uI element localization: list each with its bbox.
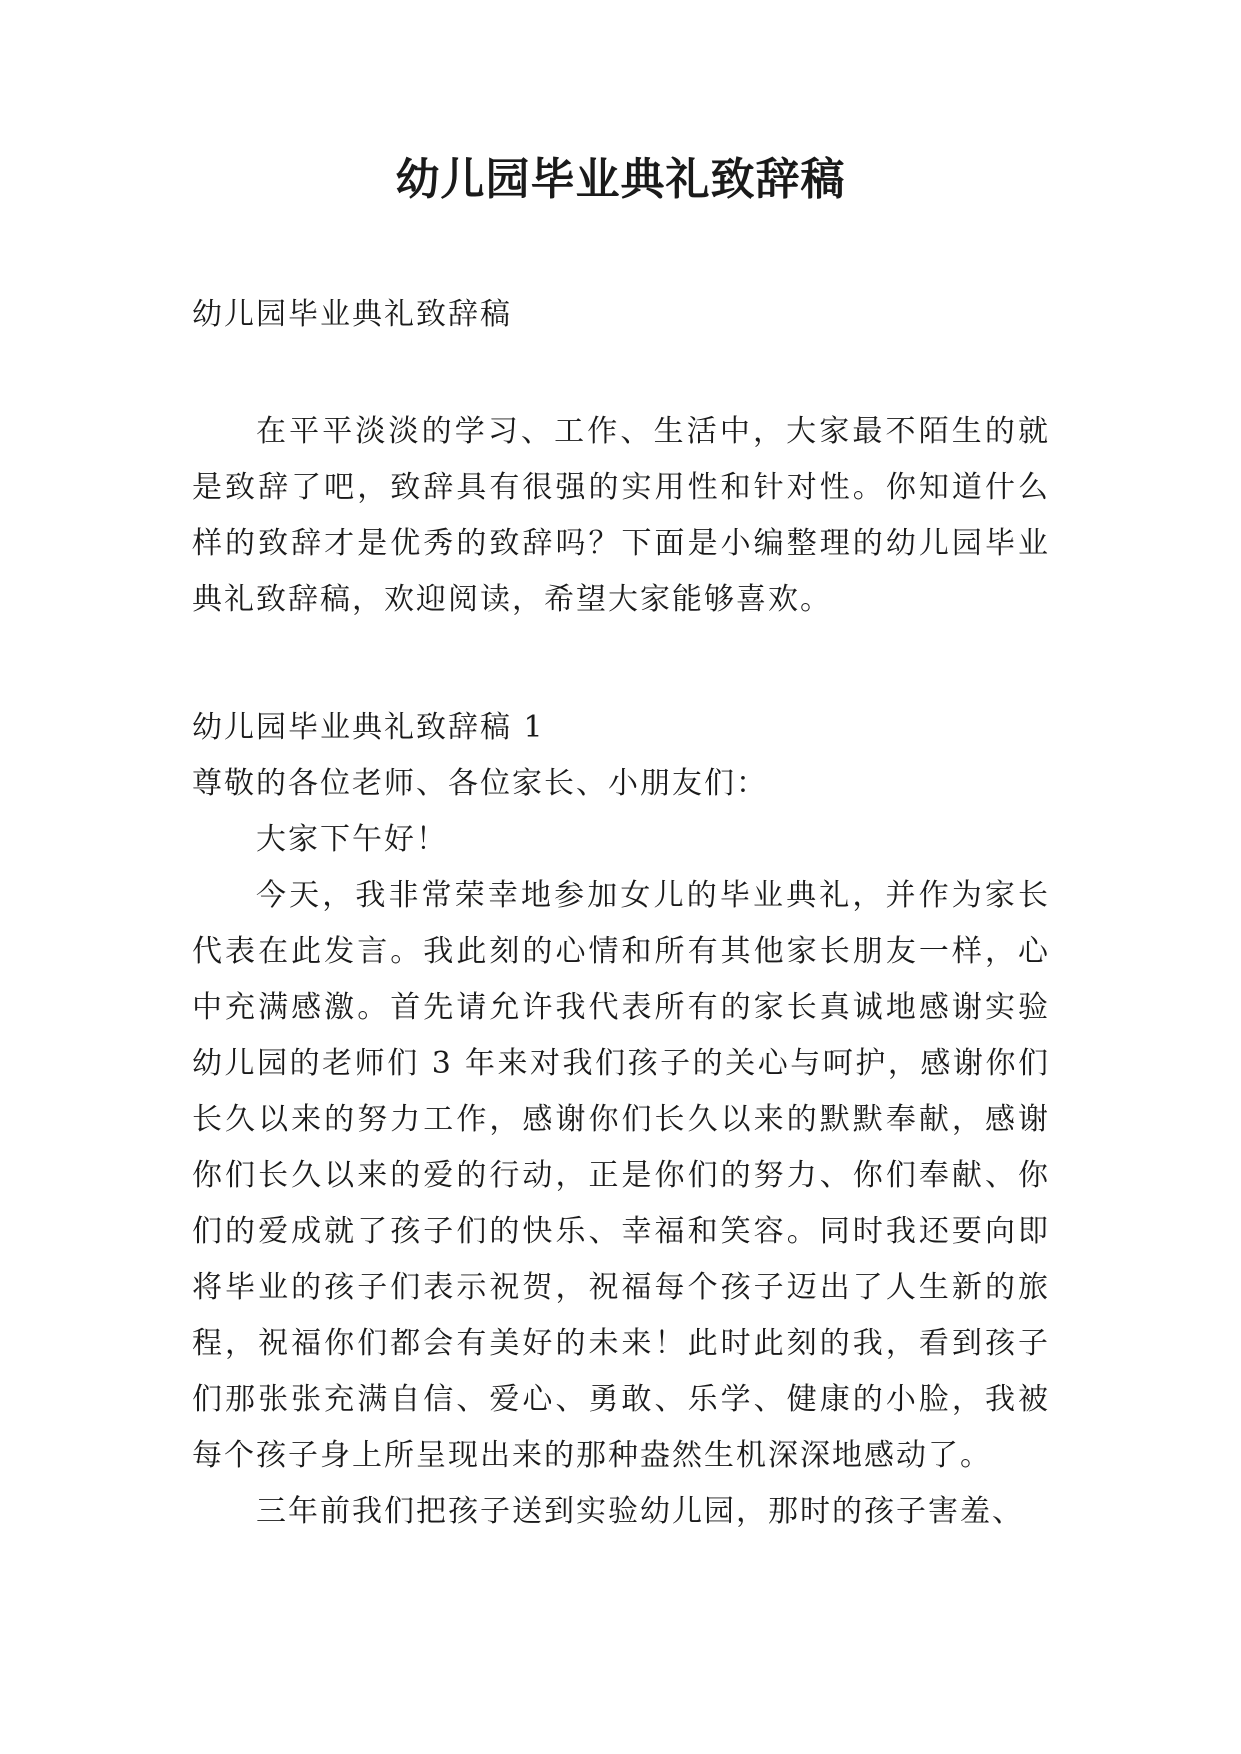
body-paragraph: 今天，我非常荣幸地参加女儿的毕业典礼，并作为家长代表在此发言。我此刻的心情和所有其他家长朋友一样，心中充满感激。首先请允许我代表所有的家长真诚地感谢实验幼儿园的老师们 3 年来对我们孩子的关心与呵护，感谢你们长久以来的努力工作，感谢你们长久以来的默默奉献，感谢你们长久以来的爱的行动，正是你们的努力、你们奉献、你们的爱成就了孩子们的快乐、幸福和笑容。同时我还要向即将毕业的孩子们表示祝贺，祝福每个孩子迈出了人生新的旅程，祝福你们都会有美好的未来！此时此刻的我，看到孩子们那张张充满自信、爱心、勇敢、乐学、健康的小脸，我被每个孩子身上所呈现出来的那种盎然生机深深地感动了。 bbox=[192, 878, 1050, 1473]
document-subtitle: 幼儿园毕业典礼致辞稿 bbox=[192, 297, 512, 332]
greeting: 大家下午好！ bbox=[256, 822, 448, 857]
section-title: 幼儿园毕业典礼致辞稿 1 bbox=[192, 710, 545, 745]
intro-paragraph: 在平平淡淡的学习、工作、生活中，大家最不陌生的就是致辞了吧，致辞具有很强的实用性和针对性。你知道什么样的致辞才是优秀的致辞吗？下面是小编整理的幼儿园毕业典礼致辞稿，欢迎阅读，希望大家能够喜欢。 bbox=[192, 414, 1050, 617]
salutation: 尊敬的各位老师、各位家长、小朋友们： bbox=[192, 766, 768, 801]
continued-paragraph: 三年前我们把孩子送到实验幼儿园，那时的孩子害羞、 bbox=[256, 1494, 1024, 1529]
document-title: 幼儿园毕业典礼致辞稿 bbox=[395, 154, 846, 205]
